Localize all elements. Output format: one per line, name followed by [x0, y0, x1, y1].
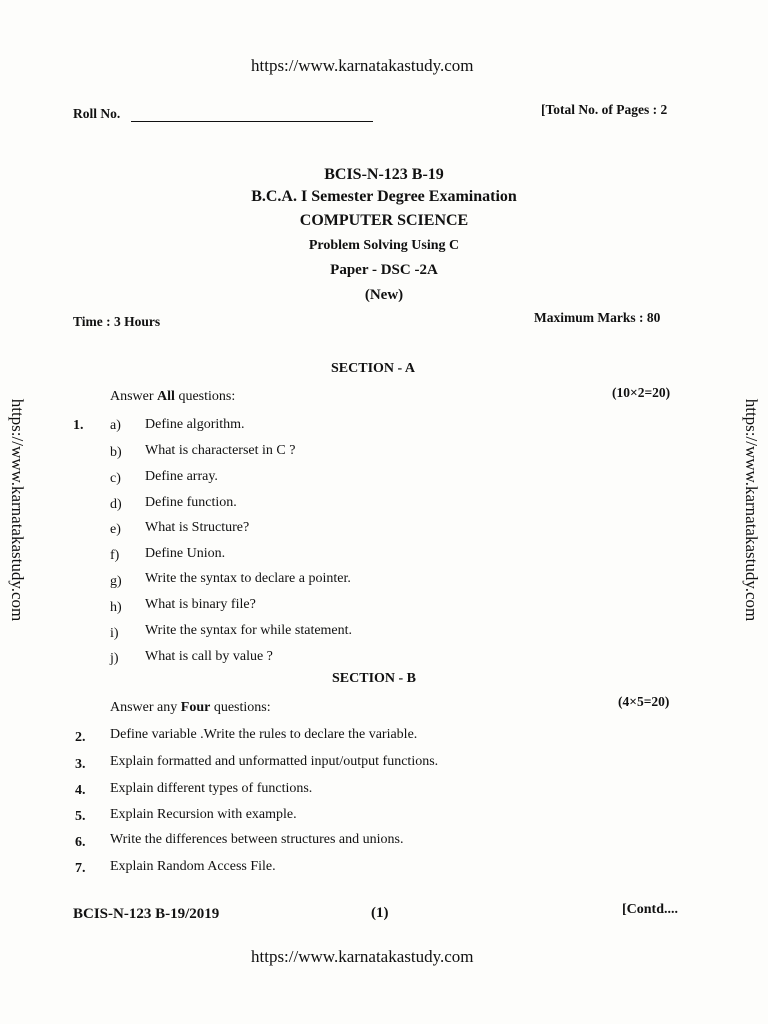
- total-pages: [Total No. of Pages : 2: [541, 102, 668, 117]
- section-b-title: SECTION - B: [332, 671, 417, 686]
- question-number: 4.: [75, 783, 86, 798]
- subject-title: COMPUTER SCIENCE: [299, 212, 469, 229]
- header-block: [0, 164, 768, 308]
- section-b-marks: (4×5=20): [618, 694, 670, 709]
- sub-question-letter: d): [110, 497, 122, 512]
- roll-no-line: [131, 121, 373, 122]
- sub-question-letter: f): [110, 548, 120, 563]
- instruction-text: questions:: [213, 700, 271, 715]
- question-text: Explain different types of functions.: [110, 781, 313, 796]
- question-number: 7.: [75, 861, 86, 876]
- exam-title: B.C.A. I Semester Degree Examination: [251, 188, 517, 205]
- question-number: 6.: [75, 835, 86, 850]
- sub-question-text: Define function.: [145, 495, 237, 510]
- left-watermark: https://www.karnatakastudy.com: [8, 398, 27, 622]
- sub-question-letter: i): [110, 626, 119, 641]
- sub-question-letter: h): [110, 600, 122, 615]
- top-url: https://www.karnatakastudy.com: [251, 56, 474, 75]
- sub-question-text: Define Union.: [145, 546, 226, 561]
- question-text: Define variable .Write the rules to declare the variable.: [110, 727, 418, 742]
- question-text: Write the differences between structures and unions.: [110, 832, 404, 847]
- section-a-instruction: [110, 389, 235, 405]
- sub-question-text: What is call by value ?: [145, 649, 273, 664]
- instruction-emphasis: All: [157, 389, 175, 404]
- question-number: 3.: [75, 757, 86, 772]
- paper-code: BCIS-N-123 B-19: [324, 166, 444, 183]
- question-number: 1.: [73, 418, 84, 433]
- time-label: Time : 3 Hours: [73, 314, 161, 329]
- sub-question-text: What is Structure?: [145, 520, 250, 535]
- sub-question-text: What is characterset in C ?: [145, 443, 296, 458]
- sub-question-text: Write the syntax for while statement.: [145, 623, 353, 638]
- instruction-text: Answer: [110, 389, 154, 404]
- sub-question-letter: g): [110, 574, 122, 589]
- bottom-url: https://www.karnatakastudy.com: [251, 947, 474, 966]
- paper-title: Paper - DSC -2A: [330, 262, 438, 278]
- page-number: (1): [371, 905, 389, 921]
- instruction-text: Answer any: [110, 700, 178, 715]
- instruction-emphasis: Four: [180, 700, 211, 715]
- section-a-marks: (10×2=20): [612, 385, 671, 400]
- sub-question-letter: c): [110, 471, 121, 486]
- question-text: Explain Random Access File.: [110, 859, 276, 874]
- sub-question-text: What is binary file?: [145, 597, 256, 612]
- question-number: 5.: [75, 809, 86, 824]
- sub-question-letter: a): [110, 418, 121, 433]
- section-a-title: SECTION - A: [331, 361, 416, 376]
- sub-question-text: Define algorithm.: [145, 417, 245, 432]
- sub-question-letter: b): [110, 445, 122, 460]
- instruction-text: questions:: [178, 389, 236, 404]
- scheme-label: (New): [364, 287, 404, 303]
- question-text: Explain Recursion with example.: [110, 807, 297, 822]
- question-number: 2.: [75, 730, 86, 745]
- sub-question-letter: j): [110, 651, 119, 666]
- sub-question-text: Write the syntax to declare a pointer.: [145, 571, 351, 586]
- course-title: Problem Solving Using C: [308, 238, 460, 253]
- continued-label: [Contd....: [622, 902, 679, 917]
- sub-question-text: Define array.: [145, 469, 218, 484]
- section-b-instruction: [110, 700, 271, 716]
- roll-no-label: Roll No.: [73, 106, 121, 121]
- max-marks: Maximum Marks : 80: [534, 310, 661, 325]
- right-watermark: https://www.karnatakastudy.com: [742, 398, 761, 622]
- footer-code: BCIS-N-123 B-19/2019: [73, 906, 220, 922]
- question-text: Explain formatted and unformatted input/output functions.: [110, 754, 439, 769]
- sub-question-letter: e): [110, 522, 121, 537]
